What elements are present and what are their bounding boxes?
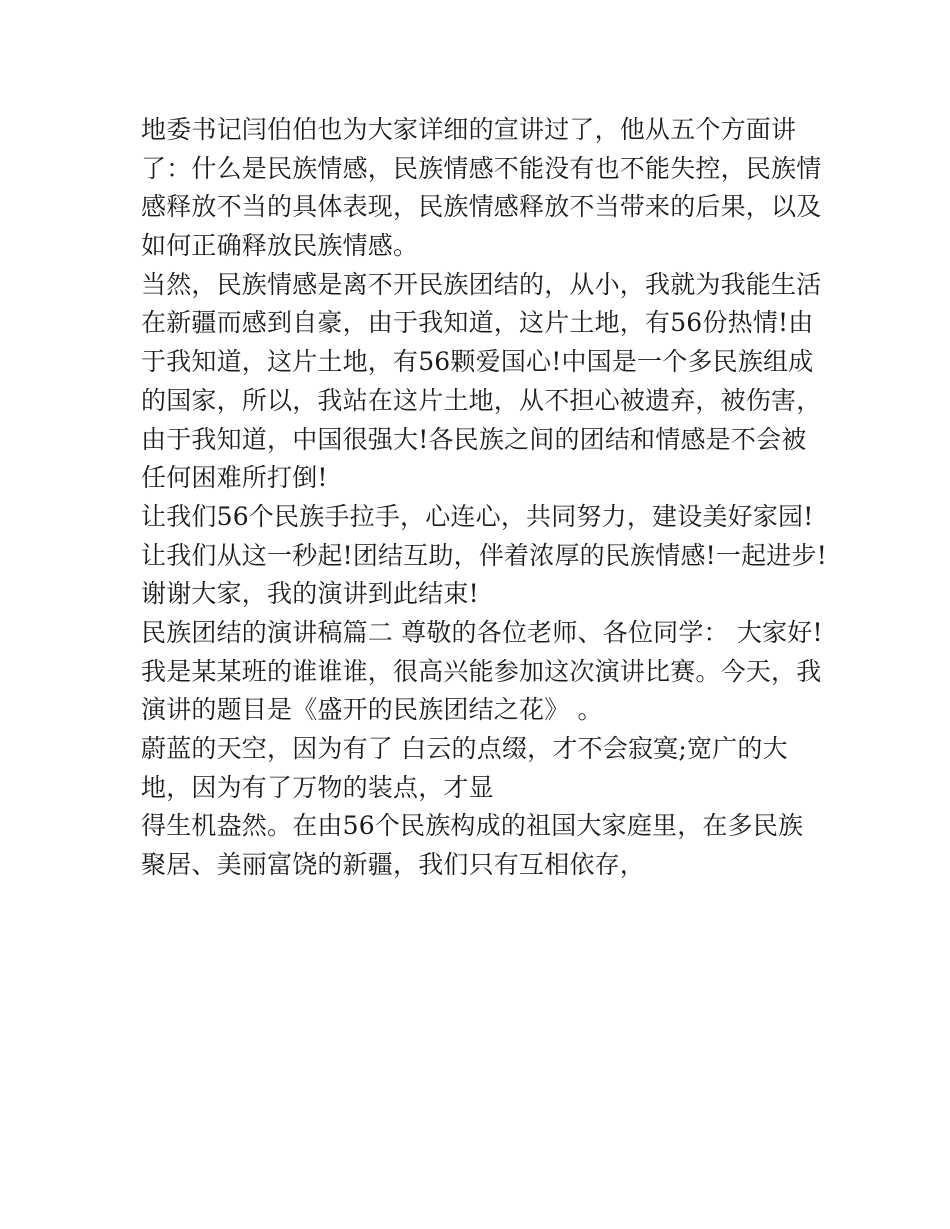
text-line: 由于我知道，中国很强大!各民族之间的团结和情感是不会被 <box>141 424 807 454</box>
text-line: 我是某某班的谁谁谁，很高兴能参加这次演讲比赛。今天，我 <box>141 656 822 686</box>
body-text <box>141 111 827 885</box>
text-line: 谢谢大家，我的演讲到此结束! <box>141 579 479 609</box>
text-line: 当然，民族情感是离不开民族团结的，从小，我就为我能生活 <box>141 269 822 299</box>
text-line: 任何困难所打倒! <box>141 463 328 493</box>
text-line: 得生机盎然。在由56个民族构成的祖国大家庭里，在多民族 <box>141 811 804 841</box>
text-line: 地，因为有了万物的装点，才显 <box>141 772 494 802</box>
text-line: 民族团结的演讲稿篇二 尊敬的各位老师、各位同学： 大家好! <box>141 617 823 647</box>
text-line: 了：什么是民族情感，民族情感不能没有也不能失控，民族情 <box>141 153 822 183</box>
text-line: 感释放不当的具体表现，民族情感释放不当带来的后果，以及 <box>141 192 822 222</box>
text-line: 在新疆而感到自豪，由于我知道，这片土地，有56份热情!由 <box>141 308 814 338</box>
text-line: 聚居、美丽富饶的新疆，我们只有互相依存， <box>141 850 646 880</box>
text-line: 蔚蓝的天空，因为有了 白云的点缀，才不会寂寞;宽广的大 <box>141 734 788 763</box>
text-line: 如何正确释放民族情感。 <box>141 231 419 261</box>
text-line: 的国家，所以，我站在这片土地，从不担心被遗弃，被伤害， <box>141 385 822 415</box>
text-line: 演讲的题目是《盛开的民族团结之花》 。 <box>141 695 603 725</box>
text-line: 让我们56个民族手拉手，心连心，共同努力，建设美好家园! <box>141 501 814 531</box>
text-line: 地委书记闫伯伯也为大家详细的宣讲过了，他从五个方面讲 <box>141 115 797 144</box>
text-line: 于我知道，这片土地，有56颗爱国心!中国是一个多民族组成 <box>141 347 814 377</box>
text-line: 让我们从这一秒起!团结互助，伴着浓厚的民族情感!一起进步! <box>141 540 827 570</box>
